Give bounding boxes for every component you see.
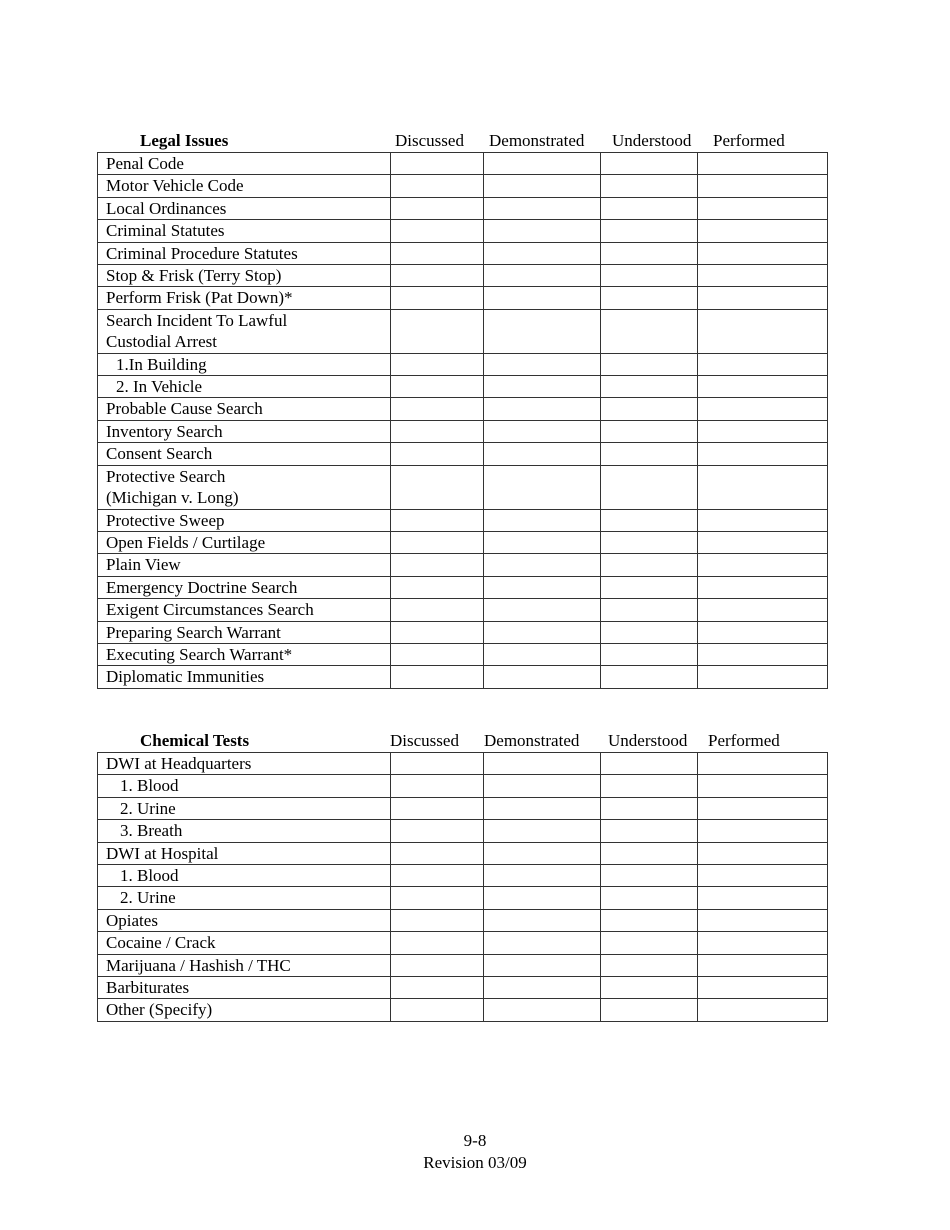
table-row <box>98 376 828 398</box>
performed-checkbox-cell[interactable] <box>698 753 828 775</box>
discussed-checkbox-cell[interactable] <box>391 999 484 1021</box>
discussed-checkbox-cell[interactable] <box>391 932 484 954</box>
understood-checkbox-cell[interactable] <box>601 842 698 864</box>
row-label: 2. Urine <box>98 797 391 819</box>
discussed-checkbox-cell[interactable] <box>391 954 484 976</box>
table-row <box>98 443 828 465</box>
performed-checkbox-cell[interactable] <box>698 599 828 621</box>
table-row <box>98 242 828 264</box>
discussed-checkbox-cell[interactable] <box>391 242 484 264</box>
understood-checkbox-cell[interactable] <box>601 753 698 775</box>
row-label: Perform Frisk (Pat Down)* <box>98 287 391 309</box>
chemical-tests-header <box>97 730 827 752</box>
discussed-checkbox-cell[interactable] <box>391 376 484 398</box>
performed-checkbox-cell[interactable] <box>698 621 828 643</box>
table-row <box>98 999 828 1021</box>
understood-checkbox-cell[interactable] <box>601 287 698 309</box>
column-discussed: Discussed <box>395 131 464 150</box>
demonstrated-checkbox-cell[interactable] <box>484 932 601 954</box>
row-label: Cocaine / Crack <box>98 932 391 954</box>
understood-checkbox-cell[interactable] <box>601 775 698 797</box>
demonstrated-checkbox-cell[interactable] <box>484 909 601 931</box>
performed-checkbox-cell[interactable] <box>698 153 828 175</box>
understood-checkbox-cell[interactable] <box>601 820 698 842</box>
discussed-checkbox-cell[interactable] <box>391 977 484 999</box>
row-label-line: Protective Search <box>106 466 226 486</box>
performed-checkbox-cell[interactable] <box>698 999 828 1021</box>
demonstrated-checkbox-cell[interactable] <box>484 398 601 420</box>
performed-checkbox-cell[interactable] <box>698 398 828 420</box>
demonstrated-checkbox-cell[interactable] <box>484 353 601 375</box>
understood-checkbox-cell[interactable] <box>601 621 698 643</box>
performed-checkbox-cell[interactable] <box>698 509 828 531</box>
row-label: 1. Blood <box>98 865 391 887</box>
demonstrated-checkbox-cell[interactable] <box>484 820 601 842</box>
row-label: 1. Blood <box>98 775 391 797</box>
understood-checkbox-cell[interactable] <box>601 509 698 531</box>
table-row <box>98 932 828 954</box>
row-label: Opiates <box>98 909 391 931</box>
table-row <box>98 666 828 688</box>
understood-checkbox-cell[interactable] <box>601 242 698 264</box>
row-label: 2. Urine <box>98 887 391 909</box>
demonstrated-checkbox-cell[interactable] <box>484 465 601 509</box>
discussed-checkbox-cell[interactable] <box>391 420 484 442</box>
demonstrated-checkbox-cell[interactable] <box>484 887 601 909</box>
column-understood: Understood <box>608 731 688 750</box>
column-understood: Understood <box>612 131 692 150</box>
understood-checkbox-cell[interactable] <box>601 398 698 420</box>
demonstrated-checkbox-cell[interactable] <box>484 153 601 175</box>
performed-checkbox-cell[interactable] <box>698 242 828 264</box>
column-discussed: Discussed <box>390 731 459 750</box>
discussed-checkbox-cell[interactable] <box>391 265 484 287</box>
table-row <box>98 599 828 621</box>
performed-checkbox-cell[interactable] <box>698 666 828 688</box>
table-row <box>98 820 828 842</box>
demonstrated-checkbox-cell[interactable] <box>484 621 601 643</box>
understood-checkbox-cell[interactable] <box>601 576 698 598</box>
table-row <box>98 398 828 420</box>
understood-checkbox-cell[interactable] <box>601 909 698 931</box>
understood-checkbox-cell[interactable] <box>601 999 698 1021</box>
demonstrated-checkbox-cell[interactable] <box>484 954 601 976</box>
performed-checkbox-cell[interactable] <box>698 887 828 909</box>
table-row <box>98 265 828 287</box>
demonstrated-checkbox-cell[interactable] <box>484 242 601 264</box>
discussed-checkbox-cell[interactable] <box>391 153 484 175</box>
discussed-checkbox-cell[interactable] <box>391 865 484 887</box>
legal-issues-table <box>97 152 828 689</box>
row-label: Probable Cause Search <box>98 398 391 420</box>
demonstrated-checkbox-cell[interactable] <box>484 175 601 197</box>
understood-checkbox-cell[interactable] <box>601 865 698 887</box>
performed-checkbox-cell[interactable] <box>698 977 828 999</box>
column-demonstrated: Demonstrated <box>484 731 580 750</box>
row-label: DWI at Hospital <box>98 842 391 864</box>
discussed-checkbox-cell[interactable] <box>391 443 484 465</box>
understood-checkbox-cell[interactable] <box>601 954 698 976</box>
discussed-checkbox-cell[interactable] <box>391 820 484 842</box>
table-row <box>98 865 828 887</box>
demonstrated-checkbox-cell[interactable] <box>484 599 601 621</box>
table-row <box>98 977 828 999</box>
understood-checkbox-cell[interactable] <box>601 420 698 442</box>
discussed-checkbox-cell[interactable] <box>391 797 484 819</box>
row-label-line: Search Incident To Lawful <box>106 310 288 330</box>
table-row <box>98 887 828 909</box>
performed-checkbox-cell[interactable] <box>698 820 828 842</box>
understood-checkbox-cell[interactable] <box>601 265 698 287</box>
understood-checkbox-cell[interactable] <box>601 977 698 999</box>
performed-checkbox-cell[interactable] <box>698 309 828 353</box>
demonstrated-checkbox-cell[interactable] <box>484 220 601 242</box>
performed-checkbox-cell[interactable] <box>698 954 828 976</box>
performed-checkbox-cell[interactable] <box>698 554 828 576</box>
understood-checkbox-cell[interactable] <box>601 643 698 665</box>
table-row <box>98 531 828 553</box>
table-row <box>98 643 828 665</box>
row-label: Barbiturates <box>98 977 391 999</box>
table-row <box>98 775 828 797</box>
discussed-checkbox-cell[interactable] <box>391 287 484 309</box>
row-label: Penal Code <box>98 153 391 175</box>
discussed-checkbox-cell[interactable] <box>391 309 484 353</box>
demonstrated-checkbox-cell[interactable] <box>484 775 601 797</box>
understood-checkbox-cell[interactable] <box>601 531 698 553</box>
row-label-line: (Michigan v. Long) <box>106 488 239 508</box>
column-demonstrated: Demonstrated <box>489 131 585 150</box>
demonstrated-checkbox-cell[interactable] <box>484 865 601 887</box>
demonstrated-checkbox-cell[interactable] <box>484 420 601 442</box>
demonstrated-checkbox-cell[interactable] <box>484 265 601 287</box>
demonstrated-checkbox-cell[interactable] <box>484 531 601 553</box>
understood-checkbox-cell[interactable] <box>601 220 698 242</box>
performed-checkbox-cell[interactable] <box>698 576 828 598</box>
chemical-tests-table <box>97 752 828 1022</box>
table-row <box>98 753 828 775</box>
table-row <box>98 465 828 509</box>
performed-checkbox-cell[interactable] <box>698 643 828 665</box>
discussed-checkbox-cell[interactable] <box>391 554 484 576</box>
row-label: Marijuana / Hashish / THC <box>98 954 391 976</box>
understood-checkbox-cell[interactable] <box>601 599 698 621</box>
demonstrated-checkbox-cell[interactable] <box>484 443 601 465</box>
table-row <box>98 554 828 576</box>
performed-checkbox-cell[interactable] <box>698 531 828 553</box>
discussed-checkbox-cell[interactable] <box>391 842 484 864</box>
demonstrated-checkbox-cell[interactable] <box>484 977 601 999</box>
table-row <box>98 420 828 442</box>
discussed-checkbox-cell[interactable] <box>391 509 484 531</box>
row-label: Motor Vehicle Code <box>98 175 391 197</box>
demonstrated-checkbox-cell[interactable] <box>484 576 601 598</box>
row-label: Stop & Frisk (Terry Stop) <box>98 265 391 287</box>
performed-checkbox-cell[interactable] <box>698 265 828 287</box>
legal-issues-title: Legal Issues <box>140 131 229 150</box>
demonstrated-checkbox-cell[interactable] <box>484 643 601 665</box>
demonstrated-checkbox-cell[interactable] <box>484 509 601 531</box>
page-footer <box>0 1130 950 1174</box>
performed-checkbox-cell[interactable] <box>698 909 828 931</box>
revision-label: Revision 03/09 <box>423 1153 527 1172</box>
demonstrated-checkbox-cell[interactable] <box>484 797 601 819</box>
row-label: DWI at Headquarters <box>98 753 391 775</box>
performed-checkbox-cell[interactable] <box>698 465 828 509</box>
demonstrated-checkbox-cell[interactable] <box>484 376 601 398</box>
understood-checkbox-cell[interactable] <box>601 554 698 576</box>
table-row <box>98 175 828 197</box>
understood-checkbox-cell[interactable] <box>601 887 698 909</box>
chemical-tests-title: Chemical Tests <box>140 731 250 750</box>
understood-checkbox-cell[interactable] <box>601 376 698 398</box>
table-row <box>98 842 828 864</box>
understood-checkbox-cell[interactable] <box>601 797 698 819</box>
table-row <box>98 509 828 531</box>
row-label: Diplomatic Immunities <box>98 666 391 688</box>
page-number: 9-8 <box>463 1131 487 1150</box>
discussed-checkbox-cell[interactable] <box>391 220 484 242</box>
discussed-checkbox-cell[interactable] <box>391 887 484 909</box>
demonstrated-checkbox-cell[interactable] <box>484 309 601 353</box>
row-label: Criminal Procedure Statutes <box>98 242 391 264</box>
discussed-checkbox-cell[interactable] <box>391 666 484 688</box>
performed-checkbox-cell[interactable] <box>698 797 828 819</box>
discussed-checkbox-cell[interactable] <box>391 175 484 197</box>
discussed-checkbox-cell[interactable] <box>391 531 484 553</box>
table-row <box>98 287 828 309</box>
performed-checkbox-cell[interactable] <box>698 376 828 398</box>
legal-issues-section <box>97 130 827 689</box>
row-label: 2. In Vehicle <box>98 376 391 398</box>
understood-checkbox-cell[interactable] <box>601 443 698 465</box>
table-row <box>98 353 828 375</box>
row-label: Consent Search <box>98 443 391 465</box>
demonstrated-checkbox-cell[interactable] <box>484 842 601 864</box>
table-row <box>98 197 828 219</box>
row-label: 3. Breath <box>98 820 391 842</box>
row-label: Plain View <box>98 554 391 576</box>
table-row <box>98 797 828 819</box>
row-label: Open Fields / Curtilage <box>98 531 391 553</box>
row-label: Inventory Search <box>98 420 391 442</box>
discussed-checkbox-cell[interactable] <box>391 909 484 931</box>
row-label: Preparing Search Warrant <box>98 621 391 643</box>
understood-checkbox-cell[interactable] <box>601 465 698 509</box>
performed-checkbox-cell[interactable] <box>698 197 828 219</box>
performed-checkbox-cell[interactable] <box>698 865 828 887</box>
discussed-checkbox-cell[interactable] <box>391 753 484 775</box>
table-row <box>98 220 828 242</box>
discussed-checkbox-cell[interactable] <box>391 465 484 509</box>
understood-checkbox-cell[interactable] <box>601 932 698 954</box>
discussed-checkbox-cell[interactable] <box>391 775 484 797</box>
row-label: 1.In Building <box>98 353 391 375</box>
discussed-checkbox-cell[interactable] <box>391 621 484 643</box>
performed-checkbox-cell[interactable] <box>698 775 828 797</box>
performed-checkbox-cell[interactable] <box>698 220 828 242</box>
demonstrated-checkbox-cell[interactable] <box>484 287 601 309</box>
understood-checkbox-cell[interactable] <box>601 309 698 353</box>
legal-issues-header <box>97 130 827 152</box>
understood-checkbox-cell[interactable] <box>601 175 698 197</box>
discussed-checkbox-cell[interactable] <box>391 197 484 219</box>
discussed-checkbox-cell[interactable] <box>391 643 484 665</box>
discussed-checkbox-cell[interactable] <box>391 353 484 375</box>
chemical-tests-section <box>97 730 827 1022</box>
table-row <box>98 621 828 643</box>
table-row <box>98 309 828 353</box>
understood-checkbox-cell[interactable] <box>601 153 698 175</box>
demonstrated-checkbox-cell[interactable] <box>484 999 601 1021</box>
demonstrated-checkbox-cell[interactable] <box>484 753 601 775</box>
column-performed: Performed <box>708 731 780 750</box>
performed-checkbox-cell[interactable] <box>698 420 828 442</box>
performed-checkbox-cell[interactable] <box>698 287 828 309</box>
demonstrated-checkbox-cell[interactable] <box>484 666 601 688</box>
understood-checkbox-cell[interactable] <box>601 353 698 375</box>
discussed-checkbox-cell[interactable] <box>391 599 484 621</box>
performed-checkbox-cell[interactable] <box>698 443 828 465</box>
row-label: Emergency Doctrine Search <box>98 576 391 598</box>
performed-checkbox-cell[interactable] <box>698 353 828 375</box>
table-row <box>98 153 828 175</box>
performed-checkbox-cell[interactable] <box>698 842 828 864</box>
row-label: Other (Specify) <box>98 999 391 1021</box>
performed-checkbox-cell[interactable] <box>698 175 828 197</box>
row-label: Protective Sweep <box>98 509 391 531</box>
row-label-line: Custodial Arrest <box>106 332 217 352</box>
row-label: Exigent Circumstances Search <box>98 599 391 621</box>
performed-checkbox-cell[interactable] <box>698 932 828 954</box>
row-label: Local Ordinances <box>98 197 391 219</box>
row-label: Criminal Statutes <box>98 220 391 242</box>
understood-checkbox-cell[interactable] <box>601 666 698 688</box>
demonstrated-checkbox-cell[interactable] <box>484 554 601 576</box>
row-label <box>98 309 391 353</box>
row-label: Executing Search Warrant* <box>98 643 391 665</box>
table-row <box>98 576 828 598</box>
table-row <box>98 909 828 931</box>
demonstrated-checkbox-cell[interactable] <box>484 197 601 219</box>
table-row <box>98 954 828 976</box>
understood-checkbox-cell[interactable] <box>601 197 698 219</box>
discussed-checkbox-cell[interactable] <box>391 576 484 598</box>
row-label <box>98 465 391 509</box>
column-performed: Performed <box>713 131 785 150</box>
discussed-checkbox-cell[interactable] <box>391 398 484 420</box>
